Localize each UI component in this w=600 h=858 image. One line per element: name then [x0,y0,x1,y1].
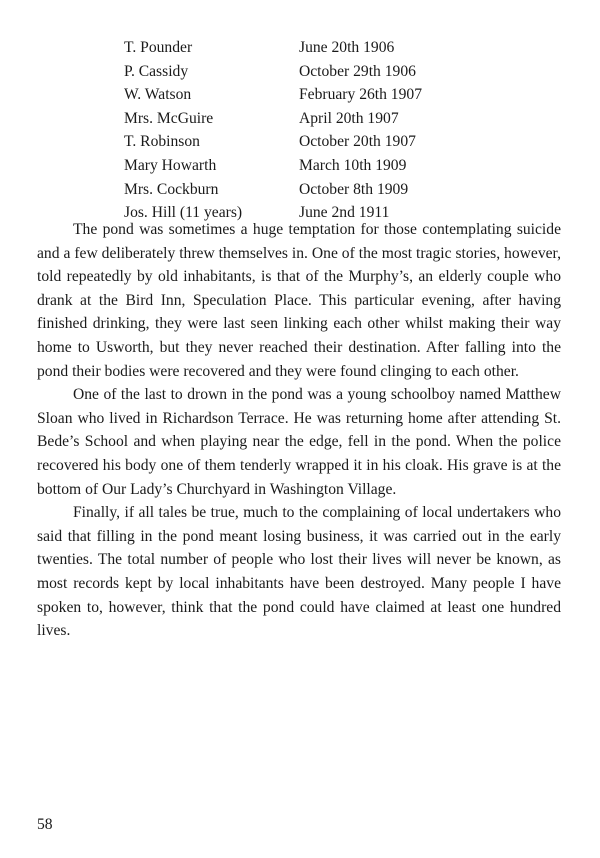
victim-date: April 20th 1907 [299,109,399,127]
page-number: 58 [37,816,53,833]
victim-name: Mrs. Cockburn [124,180,219,198]
victim-date: June 2nd 1911 [299,204,390,222]
list-item [124,36,524,60]
victim-name: Jos. Hill (11 years) [124,204,243,222]
victim-date: June 20th 1906 [299,39,395,56]
victim-name: P. Cassidy [124,62,189,80]
list-item [124,130,524,154]
victim-name: Mrs. McGuire [124,109,214,127]
victim-date: February 26th 1907 [299,86,422,104]
victim-date: October 20th 1907 [299,133,416,151]
victim-name: T. Pounder [124,39,193,56]
paragraph-matthew-sloan: One of the last to drown in the pond was a young schoolboy named Matthew Sloan who lived in Richardson Terrace. He was returning home after attending St. Bede’s School and when playing near the edge, fell in the pond. When the police recovered his body one of them tenderly wrapped it in his cloak. His grave is at the bottom of Our Lady’s Churchyard in Washington Village. [37,386,561,498]
victim-name: W. Watson [124,86,192,104]
drowning-victims-list [124,36,524,225]
paragraph-pond-suicides: The pond was sometimes a huge temptation for those contemplating suicide and a few deliberately threw themselves in. One of the most tragic stories, however, told repeatedly by old inhabitants, is that of the Murphy’s, an elderly couple who drank at the Bird Inn, Speculation Place. This particular evening, after having finished drinking, they were last seen linking each other whilst making their way home to Usworth, but they never reached their destination. After falling into the pond their bodies were recovered and they were found clinging to each other. [37,221,561,380]
victim-date: October 29th 1906 [299,62,416,80]
victim-date: March 10th 1909 [299,156,407,174]
list-item [124,107,524,131]
victim-name: T. Robinson [124,133,200,151]
victim-name: Mary Howarth [124,156,217,174]
paragraph-pond-filled-in: Finally, if all tales be true, much to the complaining of local undertakers who said that filling in the pond meant losing business, it was carried out in the early twenties. The total number of people who lost their lives will never be known, as most records kept by local inhabitants have been destroyed. Many people I have spoken to, however, think that the pond could have claimed at least one hundred lives. [37,504,561,640]
list-item [124,60,524,84]
list-item [124,178,524,202]
list-item [124,154,524,178]
body-text [37,218,561,643]
list-item [124,83,524,107]
victim-date: October 8th 1909 [299,180,409,198]
